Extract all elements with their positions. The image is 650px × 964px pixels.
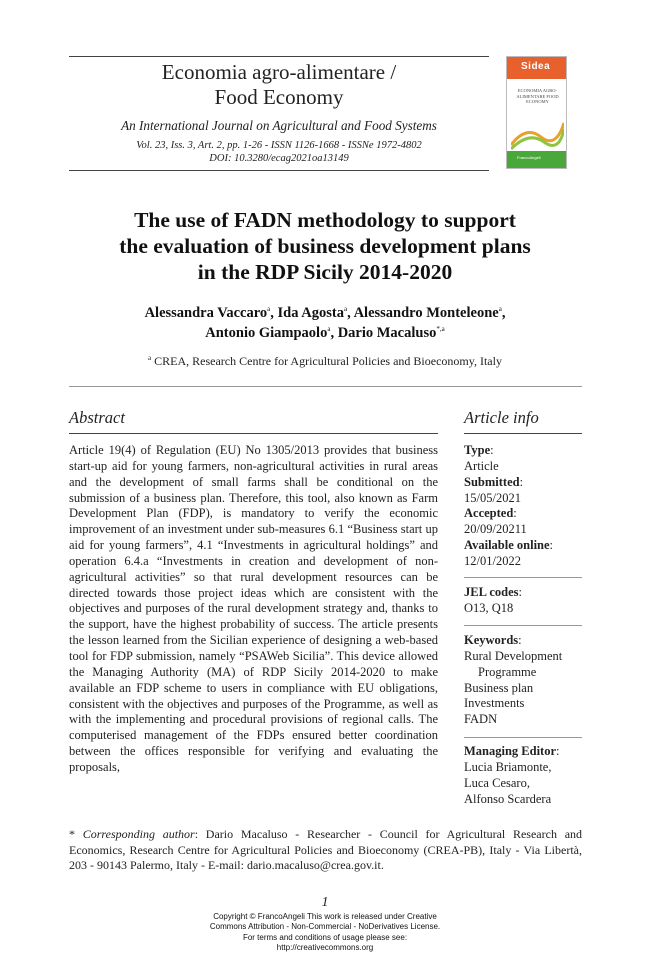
author-line-2: Antonio Giampaolo$^a$, Dario Macaluso$^{*,a}$ (205, 325, 445, 341)
cover-logo: Sidea (521, 61, 551, 72)
header-top-rule (69, 56, 489, 57)
journal-title (70, 60, 488, 110)
accepted-label: Accepted (464, 506, 514, 521)
jel-section: JEL codes: O13, Q18 (464, 585, 580, 617)
abstract-text: Article 19(4) of Regulation (EU) No 1305/2013 provides that business start-up aid for young farmers, non-agricultural activities in rural areas and the development of small farms shall be conditional on the submission of a business plan. Therefore, this tool, also known as Farm Development Plan (FDP), is mandatory to verify the economic improvement of an investment under sub-measures 6.1 “Business start up aid for young farmers”, 4.1 “Investments in agricultural holdings” and operation 6.4.a “Investments in creation and development of non-agricultural activities” so that rural development resources can be directed towards those project ideas which are consistent with the objectives and purposes of the rural development strategy and, thanks to the support, have the highest probability of success. The article presents the lesson learned from the Sicilian experience of designing a web-based tool for FDP submission, namely “PSAWeb Sicilia”. This device allowed the Managing Authority (MA) of RDP Sicily 2014-2020 to make available an FDP scheme to users in compliance with EU obligations, consistent with the objectives and purposes of the Programme, as well as with the implementing and procedural provisions of regional calls. The computerised management of the FDPs ensured better coordination between the offices responsible for verifying and evaluating the proposals, (69, 443, 438, 774)
info-divider-1 (464, 577, 582, 578)
info-divider-3 (464, 737, 582, 738)
available-online-label: Available online (464, 538, 550, 553)
journal-subtitle: An International Journal on Agricultural and Food Systems (121, 118, 437, 133)
author-name: Ida Agosta (277, 305, 344, 321)
journal-title-line2: Food Economy (214, 85, 344, 109)
cover-wave-graphic (511, 115, 564, 151)
paper-title-line3: in the RDP Sicily 2014-2020 (197, 260, 453, 284)
jel-value: O13, Q18 (464, 600, 514, 615)
page-number: 1 (321, 895, 329, 910)
copyright-notice (150, 912, 500, 954)
title-section-divider (69, 386, 582, 387)
journal-cover-image (506, 56, 567, 169)
affiliation-mark: a (148, 354, 152, 362)
cover-publisher: FrancoAngeli (517, 155, 541, 160)
keyword-item: Investments (464, 696, 525, 711)
affiliation (80, 354, 570, 369)
managing-editor-label: Managing Editor (464, 744, 557, 758)
editor-name: Luca Cesaro, (464, 775, 530, 790)
copyright-line: Commons Attribution - Non-Commercial - NoDerivatives License. (209, 922, 441, 932)
journal-meta (70, 139, 488, 165)
affiliation-text: CREA, Research Centre for Agricultural Policies and Bioeconomy, Italy (154, 354, 502, 368)
journal-volume: Vol. 23, Iss. 3, Art. 2, pp. 1-26 - ISSN 1126-1668 - ISSNe 1972-4802 (136, 140, 422, 151)
journal-title-line1: Economia agro-alimentare / (161, 60, 397, 84)
author-affiliation-mark: a (267, 305, 271, 314)
available-online-value: 12/01/2022 (464, 553, 521, 568)
cover-bottom-band (507, 151, 567, 169)
journal-doi: DOI: 10.3280/ecag2021oa13149 (209, 153, 349, 164)
abstract-heading-rule (69, 433, 438, 434)
keyword-item: FADN (464, 712, 498, 727)
corresponding-author-footnote (69, 827, 582, 874)
author-affiliation-mark: a (344, 305, 348, 314)
jel-label: JEL codes (464, 585, 519, 599)
keyword-item: Business plan (464, 680, 534, 695)
accepted-value: 20/09/20211 (464, 522, 527, 537)
article-info-panel (464, 443, 580, 570)
keywords-label: Keywords (464, 633, 519, 647)
managing-editor-section: Managing Editor: Lucia Briamonte, Luca Cesaro, Alfonso Scardera (464, 744, 580, 807)
author-affiliation-mark: a (327, 325, 331, 334)
copyright-link[interactable]: http://creativecommons.org (276, 943, 374, 953)
paper-title (80, 207, 570, 285)
keyword-item: Programme (478, 664, 537, 679)
author-name: Alessandro Monteleone (353, 305, 499, 321)
submitted-value: 15/05/2021 (464, 490, 521, 505)
article-dates-section: Type: Article Submitted: 15/05/2021 Accepted: 20/09/20211 Available online: 12/01/2022 (464, 443, 580, 570)
cover-title: ECONOMIA AGRO-ALIMENTARE FOOD ECONOMY (516, 88, 559, 104)
article-info-heading-rule (464, 433, 582, 434)
footnote-text: : Dario Macaluso - Researcher - Council for Agricultural Research and Economics, Research Centre for Agricultural Policies and Bioeconomy (CREA-PB), Italy - Via Libertà, 203 - 90143 Palermo, Italy - E-mail: dario.macaluso@crea.gov.it. (69, 827, 583, 872)
submitted-label: Submitted (464, 474, 520, 489)
paper-title-line1: The use of FADN methodology to support (134, 208, 516, 232)
keywords-section: Keywords: Rural Development Programme Business plan Investments FADN (464, 633, 580, 728)
editor-name: Lucia Briamonte, (464, 759, 552, 774)
copyright-line: Copyright © FrancoAngeli This work is released under Creative (213, 912, 437, 921)
keyword-item: Rural Development (464, 648, 563, 663)
author-line-1: Alessandra Vaccaro$^a$, Ida Agosta$^a$, Alessandro Monteleone$^a$, (144, 305, 506, 321)
footnote-label: Corresponding author (82, 827, 195, 841)
author-affiliation-mark: a (498, 305, 502, 314)
article-info-heading: Article info (464, 408, 539, 427)
author-affiliation-mark: *,a (436, 325, 445, 334)
paper-title-line2: the evaluation of business development plans (119, 234, 531, 258)
footnote-marker: * (69, 827, 75, 841)
abstract-heading: Abstract (69, 408, 125, 427)
author-list (80, 303, 570, 343)
header-bottom-rule (69, 170, 489, 171)
author-name: Alessandra Vaccaro (144, 305, 268, 321)
author-name: Dario Macaluso (337, 325, 437, 341)
type-label: Type (464, 443, 491, 457)
copyright-line: For terms and conditions of usage please see: (242, 932, 408, 942)
author-name: Antonio Giampaolo (205, 325, 328, 341)
info-divider-2 (464, 625, 582, 626)
editor-name: Alfonso Scardera (464, 791, 552, 806)
type-value: Article (464, 458, 499, 473)
